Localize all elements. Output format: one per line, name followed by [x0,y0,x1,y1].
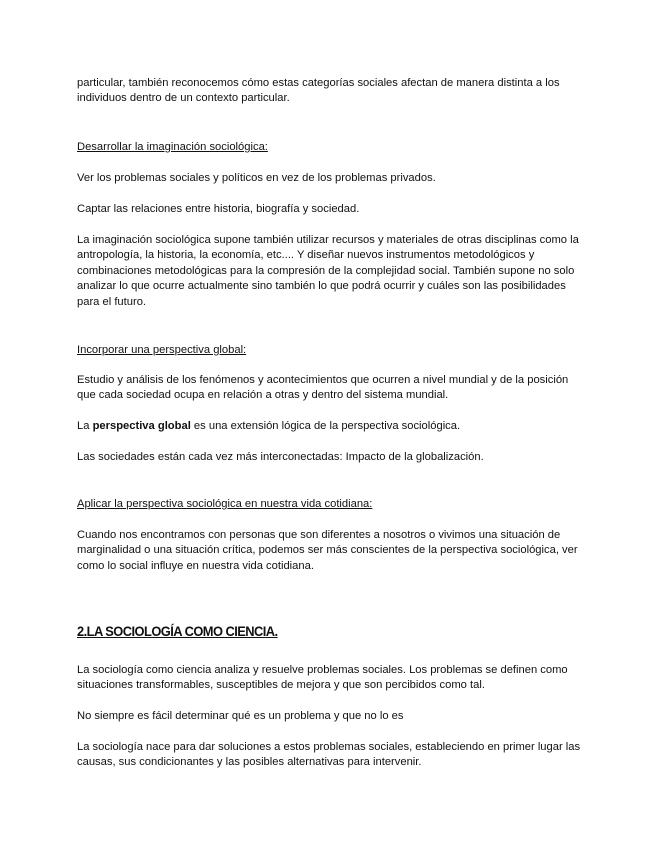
intro-paragraph: particular, también reconocemos cómo estas categorías sociales afectan de manera distinta a los individuos dentro de un contexto particular. [77,77,560,105]
section-heading-imaginacion: Desarrollar la imaginación sociológica: [77,141,268,153]
bold-term: perspectiva global [92,420,191,432]
paragraph: Captar las relaciones entre historia, biografía y sociedad. [77,203,360,215]
paragraph: Estudio y análisis de los fenómenos y acontecimientos que ocurren a nivel mundial y de la posición que cada sociedad ocupa en relación a otras y dentro del sistema mundial. [77,374,569,402]
text-run: La [77,420,93,432]
section-heading-perspectiva-global: Incorporar una perspectiva global: [77,344,247,356]
paragraph: La imaginación sociológica supone también utilizar recursos y materiales de otras disciplinas como la antropología, la historia, la economía, etc.... Y diseñar nuevos instrumentos metodológicos y combinaciones metodológicas para la compresión de la complejidad social. También supone no solo analizar lo que ocurre actualmente sino también lo que podrá ocurrir y cuáles son las posibilidades para el futuro. [77,234,579,308]
chapter-heading: 2.LA SOCIOLOGÍA COMO CIENCIA. [77,623,278,639]
paragraph [77,419,582,434]
paragraph: La sociología nace para dar soluciones a estos problemas sociales, estableciendo en primer lugar las causas, sus condicionantes y las posibles alternativas para intervenir. [77,741,581,769]
paragraph: Ver los problemas sociales y políticos en vez de los problemas privados. [77,172,436,184]
section-heading-vida-cotidiana: Aplicar la perspectiva sociológica en nuestra vida cotidiana: [77,498,373,510]
paragraph: Las sociedades están cada vez más interconectadas: Impacto de la globalización. [77,451,484,463]
text-run: es una extensión lógica de la perspectiva sociológica. [190,420,461,432]
paragraph: Cuando nos encontramos con personas que son diferentes a nosotros o vivimos una situación de marginalidad o una situación crítica, podemos ser más conscientes de la perspectiva sociológica, ver como lo social influye en nuestra vida cotidiana. [77,529,578,572]
paragraph: La sociología como ciencia analiza y resuelve problemas sociales. Los problemas se definen como situaciones transformables, susceptibles de mejora y que son percibidos como tal. [77,664,568,692]
paragraph: No siempre es fácil determinar qué es un problema y que no lo es [77,710,404,722]
